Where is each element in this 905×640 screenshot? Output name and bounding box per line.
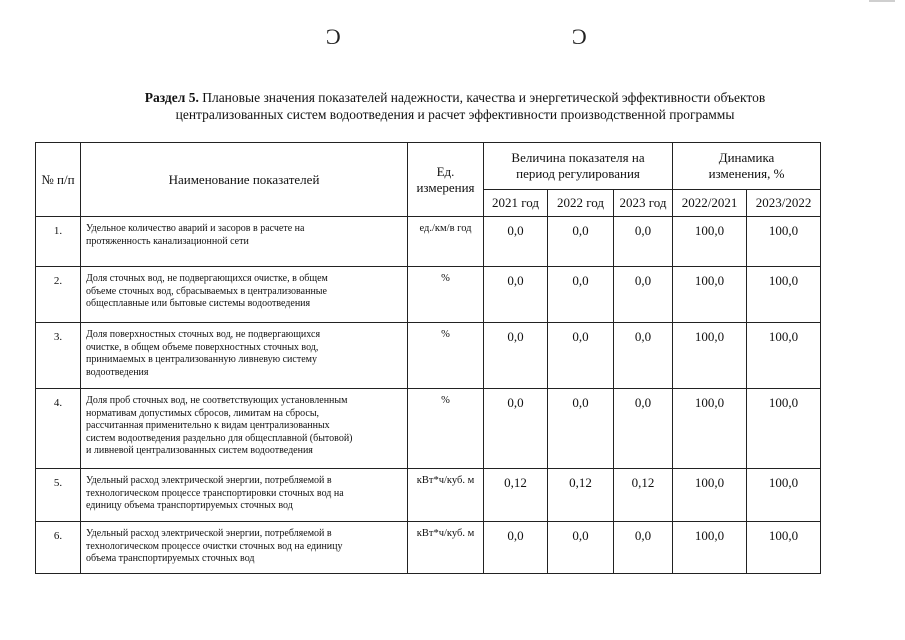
punch-hole-left: Ͻ — [326, 24, 341, 49]
unit-header-line-2: измерения — [416, 179, 475, 195]
dynamics-2022-2021: 100,0 — [673, 267, 747, 323]
col-header-name: Наименование показателей — [81, 143, 408, 217]
indicator-name-line: принимаемых в централизованную ливневую систему — [86, 354, 317, 365]
indicator-name-line: Доля сточных вод, не подвергающихся очистке, в общем — [86, 273, 328, 284]
table-row — [36, 469, 821, 522]
indicator-name-line: водоотведения — [86, 366, 149, 378]
dynamics-2023-2022: 100,0 — [747, 469, 821, 522]
value-2021: 0,0 — [484, 522, 548, 574]
dynamics-2023-2022: 100,0 — [747, 323, 821, 389]
unit-cell: кВт*ч/куб. м — [408, 522, 484, 574]
indicator-name-line: Доля поверхностных сточных вод, не подвергающихся — [86, 329, 321, 340]
heading-line-1-text: Плановые значения показателей надежности, качества и энергетической эффективности объектов — [202, 90, 766, 105]
col-header-2021: 2021 год — [484, 190, 548, 217]
table-row — [36, 217, 821, 267]
value-2021: 0,0 — [484, 323, 548, 389]
table-row — [36, 522, 821, 574]
col-header-2022-2021: 2022/2021 — [673, 190, 747, 217]
period-header-line-2: период регулирования — [516, 166, 640, 181]
indicator-name-line: нормативам допустимых сбросов, лимитам на сбросы, — [86, 407, 320, 419]
row-number: 4. — [36, 389, 81, 469]
dynamics-header-line-2: изменения, % — [708, 166, 785, 181]
value-2022: 0,12 — [548, 469, 614, 522]
indicator-name-line: объеме сточных вод, сбрасываемых в централизованные — [86, 285, 327, 297]
punch-hole-right: Ͻ — [572, 24, 587, 49]
value-2021: 0,12 — [484, 469, 548, 522]
col-group-period — [484, 143, 673, 190]
value-2022: 0,0 — [548, 389, 614, 469]
dynamics-2022-2021: 100,0 — [673, 389, 747, 469]
indicator-name-line: систем водоотведения раздельно для общесплавной (бытовой) — [86, 432, 353, 444]
indicator-name-line: Доля проб сточных вод, не соответствующих установленным — [86, 395, 348, 406]
value-2021: 0,0 — [484, 267, 548, 323]
value-2021: 0,0 — [484, 217, 548, 267]
unit-header-line-1: Ед. — [436, 163, 455, 179]
dynamics-2022-2021: 100,0 — [673, 469, 747, 522]
indicator-name-line: и ливневой централизованных систем водоотведения — [86, 445, 313, 456]
indicator-name-line: очистке, в общем объеме поверхностных сточных вод, — [86, 341, 319, 353]
value-2023: 0,12 — [614, 469, 673, 522]
row-number: 2. — [36, 267, 81, 323]
row-number: 5. — [36, 469, 81, 522]
row-number: 6. — [36, 522, 81, 574]
dynamics-2022-2021: 100,0 — [673, 217, 747, 267]
table-row — [36, 389, 821, 469]
value-2023: 0,0 — [614, 267, 673, 323]
dynamics-2023-2022: 100,0 — [747, 217, 821, 267]
indicator-name — [81, 469, 408, 522]
section-label: Раздел 5. — [144, 90, 199, 105]
indicators-table — [35, 142, 821, 574]
value-2023: 0,0 — [614, 217, 673, 267]
indicator-name-line: объема транспортируемых сточных вод — [86, 553, 255, 564]
value-2023: 0,0 — [614, 389, 673, 469]
scan-edge-mark — [869, 0, 895, 2]
value-2023: 0,0 — [614, 522, 673, 574]
indicator-name-line: технологическом процессе транспортировки сточных вод на — [86, 487, 344, 499]
table-row — [36, 323, 821, 389]
col-header-num: № п/п — [36, 143, 81, 217]
unit-cell: % — [408, 389, 484, 469]
dynamics-2023-2022: 100,0 — [747, 522, 821, 574]
value-2023: 0,0 — [614, 323, 673, 389]
value-2022: 0,0 — [548, 323, 614, 389]
value-2022: 0,0 — [548, 522, 614, 574]
row-number: 1. — [36, 217, 81, 267]
period-header-line-1: Величина показателя на — [511, 150, 645, 165]
indicator-name-line: общесплавные или бытовые системы водоотведения — [86, 298, 311, 309]
indicator-name-line: технологическом процессе очистки сточных вод на единицу — [86, 540, 343, 552]
col-header-2023-2022: 2023/2022 — [747, 190, 821, 217]
unit-cell: кВт*ч/куб. м — [408, 469, 484, 522]
col-header-2023: 2023 год — [614, 190, 673, 217]
indicator-name-line: Удельный расход электрической энергии, потребляемой в — [86, 475, 332, 486]
indicator-name — [81, 267, 408, 323]
indicator-name-line: рассчитанная применительно к видам централизованных — [86, 420, 330, 431]
unit-cell: % — [408, 267, 484, 323]
heading-line-1 — [40, 89, 870, 106]
dynamics-2022-2021: 100,0 — [673, 323, 747, 389]
indicator-name-line: единицу объема транспортируемых сточных вод — [86, 500, 293, 511]
col-group-dynamics — [673, 143, 821, 190]
col-header-unit — [408, 143, 484, 217]
heading-line-2: централизованных систем водоотведения и расчет эффективности производственной программы — [175, 107, 735, 122]
indicator-name — [81, 389, 408, 469]
indicator-name — [81, 522, 408, 574]
dynamics-header-line-1: Динамика — [718, 150, 775, 165]
section-heading — [40, 89, 870, 123]
row-number: 3. — [36, 323, 81, 389]
value-2022: 0,0 — [548, 217, 614, 267]
unit-cell: % — [408, 323, 484, 389]
unit-cell: ед./км/в год — [408, 217, 484, 267]
value-2022: 0,0 — [548, 267, 614, 323]
value-2021: 0,0 — [484, 389, 548, 469]
indicator-name-line: Удельное количество аварий и засоров в расчете на — [86, 223, 305, 234]
indicator-name-line: протяженность канализационной сети — [86, 235, 249, 247]
dynamics-2023-2022: 100,0 — [747, 389, 821, 469]
table-row — [36, 267, 821, 323]
indicator-name-line: Удельный расход электрической энергии, потребляемой в — [86, 528, 332, 539]
dynamics-2023-2022: 100,0 — [747, 267, 821, 323]
dynamics-2022-2021: 100,0 — [673, 522, 747, 574]
indicator-name — [81, 323, 408, 389]
indicator-name — [81, 217, 408, 267]
header-row-1 — [36, 143, 821, 190]
col-header-2022: 2022 год — [548, 190, 614, 217]
